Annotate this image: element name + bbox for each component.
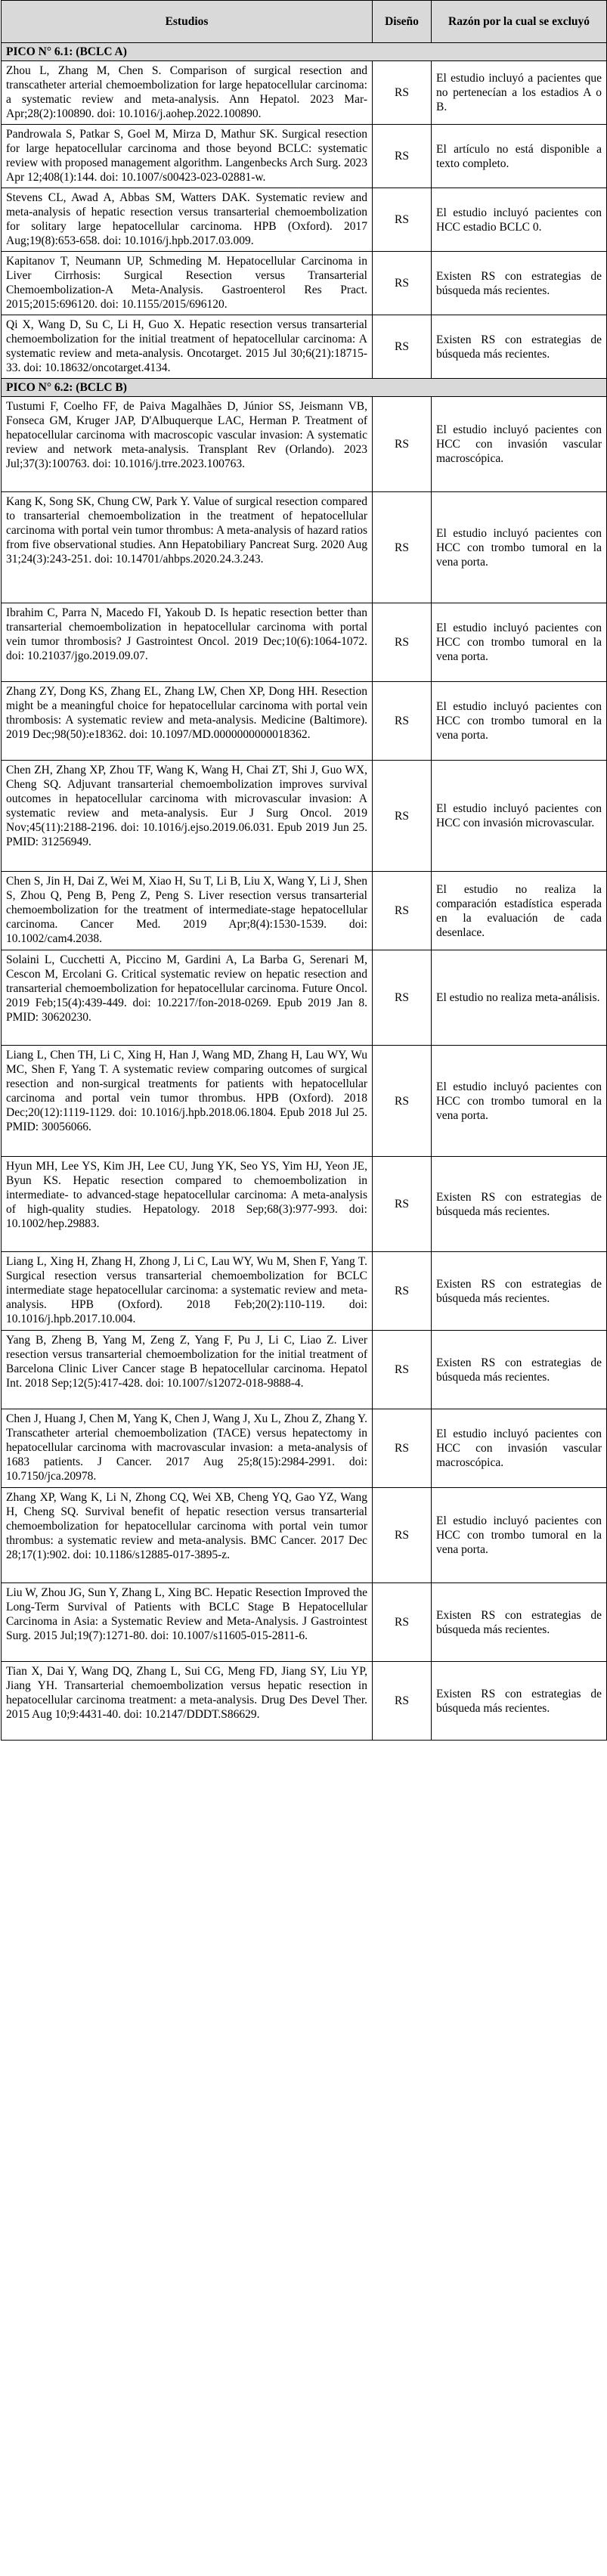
section-title: PICO N° 6.2: (BCLC B) bbox=[2, 379, 607, 397]
exclusion-reason: El estudio incluyó pacientes con HCC con trombo tumoral en la vena porta. bbox=[432, 492, 607, 603]
table-header-row bbox=[2, 1, 607, 43]
design-cell: RS bbox=[373, 315, 432, 379]
section-title: PICO N° 6.1: (BCLC A) bbox=[2, 43, 607, 61]
design-cell: RS bbox=[373, 397, 432, 492]
exclusion-reason: Existen RS con estrategias de búsqueda más recientes. bbox=[432, 252, 607, 315]
design-cell: RS bbox=[373, 872, 432, 950]
exclusion-reason: El estudio incluyó pacientes con HCC con trombo tumoral en la vena porta. bbox=[432, 603, 607, 682]
exclusion-reason: El estudio incluyó pacientes con HCC con trombo tumoral en la vena porta. bbox=[432, 1488, 607, 1583]
table-row bbox=[2, 125, 607, 188]
table-row bbox=[2, 188, 607, 252]
study-citation: Chen S, Jin H, Dai Z, Wei M, Xiao H, Su T, Li B, Liu X, Wang Y, Li J, Shen S, Zhou Q, Peng B, Peng Z, Peng S. Liver resection versus transarterial chemoembolization for the treatment of intermediate-stage hepatocellular carcinoma. Cancer Med. 2019 Apr;8(4):1530-1539. doi: 10.1002/cam4.2038. bbox=[2, 872, 373, 950]
study-citation: Tian X, Dai Y, Wang DQ, Zhang L, Sui CG, Meng FD, Jiang SY, Liu YP, Jiang YH. Transarterial chemoembolization versus hepatic resection in hepatocellular carcinoma treatment: a meta-analysis. Drug Des Devel Ther. 2015 Aug 10;9:4431-40. doi: 10.2147/DDDT.S86629. bbox=[2, 1662, 373, 1741]
design-cell: RS bbox=[373, 1488, 432, 1583]
study-citation: Liang L, Xing H, Zhang H, Zhong J, Li C, Lau WY, Wu M, Shen F, Yang T. Surgical resection versus transarterial chemoembolization for BCLC intermediate stage hepatocellular carcinoma: a systematic review and meta-analysis. HPB (Oxford). 2018 Feb;20(2):110-119. doi: 10.1016/j.hpb.2017.10.004. bbox=[2, 1252, 373, 1331]
design-cell: RS bbox=[373, 1409, 432, 1488]
study-citation: Solaini L, Cucchetti A, Piccino M, Gardini A, La Barba G, Serenari M, Cescon M, Ercolani G. Critical systematic review on hepatic resection and transarterial chemoembolization for hepatocellular carcinoma. Future Oncol. 2019 Feb;15(4):439-449. doi: 10.2217/fon-2018-0269. Epub 2019 Jan 8. PMID: 30620230. bbox=[2, 950, 373, 1046]
design-cell: RS bbox=[373, 1331, 432, 1409]
table-row bbox=[2, 1331, 607, 1409]
table-row bbox=[2, 252, 607, 315]
study-citation: Kang K, Song SK, Chung CW, Park Y. Value of surgical resection compared to transarterial chemoembolization in the treatment of hepatocellular carcinoma with portal vein tumor thrombus: A meta-analysis of hazard ratios from five observational studies. Ann Hepatobiliary Pancreat Surg. 2020 Aug 31;24(3):243-251. doi: 10.14701/ahbps.2020.24.3.243. bbox=[2, 492, 373, 603]
section-row bbox=[2, 379, 607, 397]
table-row bbox=[2, 1583, 607, 1662]
study-citation: Chen J, Huang J, Chen M, Yang K, Chen J, Wang J, Xu L, Zhou Z, Zhang Y. Transcatheter arterial chemoembolization (TACE) versus hepatectomy in hepatocellular carcinoma with macrovascular invasion: a meta-analysis of 1683 patients. J Cancer. 2017 Aug 25;8(15):2984-2991. doi: 10.7150/jca.20978. bbox=[2, 1409, 373, 1488]
design-cell: RS bbox=[373, 682, 432, 761]
study-citation: Pandrowala S, Patkar S, Goel M, Mirza D, Mathur SK. Surgical resection for large hepatocellular carcinoma and those beyond BCLC: systematic review with proposed management algorithm. Langenbecks Arch Surg. 2023 Apr 12;408(1):144. doi: 10.1007/s00423-023-02881-w. bbox=[2, 125, 373, 188]
exclusion-reason: El artículo no está disponible a texto completo. bbox=[432, 125, 607, 188]
exclusion-reason: Existen RS con estrategias de búsqueda más recientes. bbox=[432, 1583, 607, 1662]
exclusion-reason: El estudio no realiza la comparación estadística esperada en la evaluación de cada desenlace. bbox=[432, 872, 607, 950]
table-row bbox=[2, 761, 607, 872]
exclusion-reason: El estudio incluyó pacientes con HCC con trombo tumoral en la vena porta. bbox=[432, 682, 607, 761]
table-row bbox=[2, 1409, 607, 1488]
table-row bbox=[2, 1488, 607, 1583]
header-design: Diseño bbox=[373, 1, 432, 43]
table-row bbox=[2, 682, 607, 761]
design-cell: RS bbox=[373, 188, 432, 252]
table-row bbox=[2, 872, 607, 950]
design-cell: RS bbox=[373, 492, 432, 603]
study-citation: Zhang ZY, Dong KS, Zhang EL, Zhang LW, Chen XP, Dong HH. Resection might be a meaningful choice for hepatocellular carcinoma with portal vein thrombosis: A systematic review and meta-analysis. Medicine (Baltimore). 2019 Dec;98(50):e18362. doi: 10.1097/MD.0000000000018362. bbox=[2, 682, 373, 761]
excluded-studies-table bbox=[1, 0, 607, 1741]
study-citation: Ibrahim C, Parra N, Macedo FI, Yakoub D. Is hepatic resection better than transarterial chemoembolization in hepatocellular carcinoma with portal vein tumor thrombosis? J Gastrointest Oncol. 2019 Dec;10(6):1064-1072. doi: 10.21037/jgo.2019.09.07. bbox=[2, 603, 373, 682]
study-citation: Qi X, Wang D, Su C, Li H, Guo X. Hepatic resection versus transarterial chemoembolization for the initial treatment of hepatocellular carcinoma: A systematic review and meta-analysis. Oncotarget. 2015 Jul 30;6(21):18715-33. doi: 10.18632/oncotarget.4134. bbox=[2, 315, 373, 379]
table-body bbox=[2, 43, 607, 1741]
design-cell: RS bbox=[373, 1583, 432, 1662]
header-reason: Razón por la cual se excluyó bbox=[432, 1, 607, 43]
study-citation: Chen ZH, Zhang XP, Zhou TF, Wang K, Wang H, Chai ZT, Shi J, Guo WX, Cheng SQ. Adjuvant transarterial chemoembolization improves survival outcomes in hepatocellular carcinoma with microvascular invasion: A systematic review and meta-analysis. Eur J Surg Oncol. 2019 Nov;45(11):2188-2196. doi: 10.1016/j.ejso.2019.06.031. Epub 2019 Jun 25. PMID: 31256949. bbox=[2, 761, 373, 872]
design-cell: RS bbox=[373, 1157, 432, 1252]
exclusion-reason: El estudio incluyó pacientes con HCC estadio BCLC 0. bbox=[432, 188, 607, 252]
design-cell: RS bbox=[373, 1662, 432, 1741]
exclusion-reason: Existen RS con estrategias de búsqueda más recientes. bbox=[432, 1662, 607, 1741]
exclusion-reason: Existen RS con estrategias de búsqueda más recientes. bbox=[432, 315, 607, 379]
table-row bbox=[2, 61, 607, 125]
table-row bbox=[2, 315, 607, 379]
study-citation: Zhang XP, Wang K, Li N, Zhong CQ, Wei XB, Cheng YQ, Gao YZ, Wang H, Cheng SQ. Survival benefit of hepatic resection versus transarterial chemoembolization for hepatocellular carcinoma with portal vein tumor thrombus: a systematic review and meta-analysis. BMC Cancer. 2017 Dec 28;17(1):902. doi: 10.1186/s12885-017-3895-z. bbox=[2, 1488, 373, 1583]
table-row bbox=[2, 1252, 607, 1331]
design-cell: RS bbox=[373, 125, 432, 188]
exclusion-reason: El estudio no realiza meta-análisis. bbox=[432, 950, 607, 1046]
table-row bbox=[2, 603, 607, 682]
study-citation: Liu W, Zhou JG, Sun Y, Zhang L, Xing BC. Hepatic Resection Improved the Long-Term Survival of Patients with BCLC Stage B Hepatocellular Carcinoma in Asia: a Systematic Review and Meta-Analysis. J Gastrointest Surg. 2015 Jul;19(7):1271-80. doi: 10.1007/s11605-015-2811-6. bbox=[2, 1583, 373, 1662]
section-row bbox=[2, 43, 607, 61]
exclusion-reason: El estudio incluyó pacientes con HCC con invasión vascular macroscópica. bbox=[432, 397, 607, 492]
table-row bbox=[2, 397, 607, 492]
study-citation: Kapitanov T, Neumann UP, Schmeding M. Hepatocellular Carcinoma in Liver Cirrhosis: Surgical Resection versus Transarterial Chemoembolization-A Meta-Analysis. Gastroenterol Res Pract. 2015;2015:696120. doi: 10.1155/2015/696120. bbox=[2, 252, 373, 315]
design-cell: RS bbox=[373, 950, 432, 1046]
design-cell: RS bbox=[373, 252, 432, 315]
header-studies: Estudios bbox=[2, 1, 373, 43]
study-citation: Zhou L, Zhang M, Chen S. Comparison of surgical resection and transcatheter arterial chemoembolization for large hepatocellular carcinoma: a systematic review and meta-analysis. Ann Hepatol. 2023 Mar-Apr;28(2):100890. doi: 10.1016/j.aohep.2022.100890. bbox=[2, 61, 373, 125]
study-citation: Tustumi F, Coelho FF, de Paiva Magalhães D, Júnior SS, Jeismann VB, Fonseca GM, Kruger JAP, D'Albuquerque LAC, Herman P. Treatment of hepatocellular carcinoma with macroscopic vascular invasion: A systematic review and network meta-analysis. Transplant Rev (Orlando). 2023 Jul;37(3):100763. doi: 10.1016/j.trre.2023.100763. bbox=[2, 397, 373, 492]
design-cell: RS bbox=[373, 761, 432, 872]
study-citation: Hyun MH, Lee YS, Kim JH, Lee CU, Jung YK, Seo YS, Yim HJ, Yeon JE, Byun KS. Hepatic resection compared to chemoembolization in intermediate- to advanced-stage hepatocellular carcinoma: A meta-analysis of high-quality studies. Hepatology. 2018 Sep;68(3):977-993. doi: 10.1002/hep.29883. bbox=[2, 1157, 373, 1252]
table-row bbox=[2, 1157, 607, 1252]
design-cell: RS bbox=[373, 1046, 432, 1157]
study-citation: Stevens CL, Awad A, Abbas SM, Watters DAK. Systematic review and meta-analysis of hepatic resection versus transarterial chemoembolization for solitary large hepatocellular carcinoma. HPB (Oxford). 2017 Aug;19(8):653-658. doi: 10.1016/j.hpb.2017.03.009. bbox=[2, 188, 373, 252]
exclusion-reason: Existen RS con estrategias de búsqueda más recientes. bbox=[432, 1157, 607, 1252]
design-cell: RS bbox=[373, 603, 432, 682]
exclusion-reason: El estudio incluyó a pacientes que no pertenecían a los estadios A o B. bbox=[432, 61, 607, 125]
exclusion-reason: El estudio incluyó pacientes con HCC con trombo tumoral en la vena porta. bbox=[432, 1046, 607, 1157]
design-cell: RS bbox=[373, 1252, 432, 1331]
study-citation: Yang B, Zheng B, Yang M, Zeng Z, Yang F, Pu J, Li C, Liao Z. Liver resection versus transarterial chemoembolization for the initial treatment of Barcelona Clinic Liver Cancer stage B hepatocellular carcinoma. Hepatol Int. 2018 Sep;12(5):417-428. doi: 10.1007/s12072-018-9888-4. bbox=[2, 1331, 373, 1409]
design-cell: RS bbox=[373, 61, 432, 125]
table-row bbox=[2, 1046, 607, 1157]
table-row bbox=[2, 492, 607, 603]
exclusion-reason: Existen RS con estrategias de búsqueda más recientes. bbox=[432, 1252, 607, 1331]
table-row bbox=[2, 1662, 607, 1741]
exclusion-reason: El estudio incluyó pacientes con HCC con invasión microvascular. bbox=[432, 761, 607, 872]
exclusion-reason: Existen RS con estrategias de búsqueda más recientes. bbox=[432, 1331, 607, 1409]
table-row bbox=[2, 950, 607, 1046]
exclusion-reason: El estudio incluyó pacientes con HCC con invasión vascular macroscópica. bbox=[432, 1409, 607, 1488]
study-citation: Liang L, Chen TH, Li C, Xing H, Han J, Wang MD, Zhang H, Lau WY, Wu MC, Shen F, Yang T. A systematic review comparing outcomes of surgical resection and non-surgical treatments for patients with hepatocellular carcinoma and portal vein tumor thrombus. HPB (Oxford). 2018 Dec;20(12):1119-1129. doi: 10.1016/j.hpb.2018.06.1804. Epub 2018 Jul 25. PMID: 30056066. bbox=[2, 1046, 373, 1157]
